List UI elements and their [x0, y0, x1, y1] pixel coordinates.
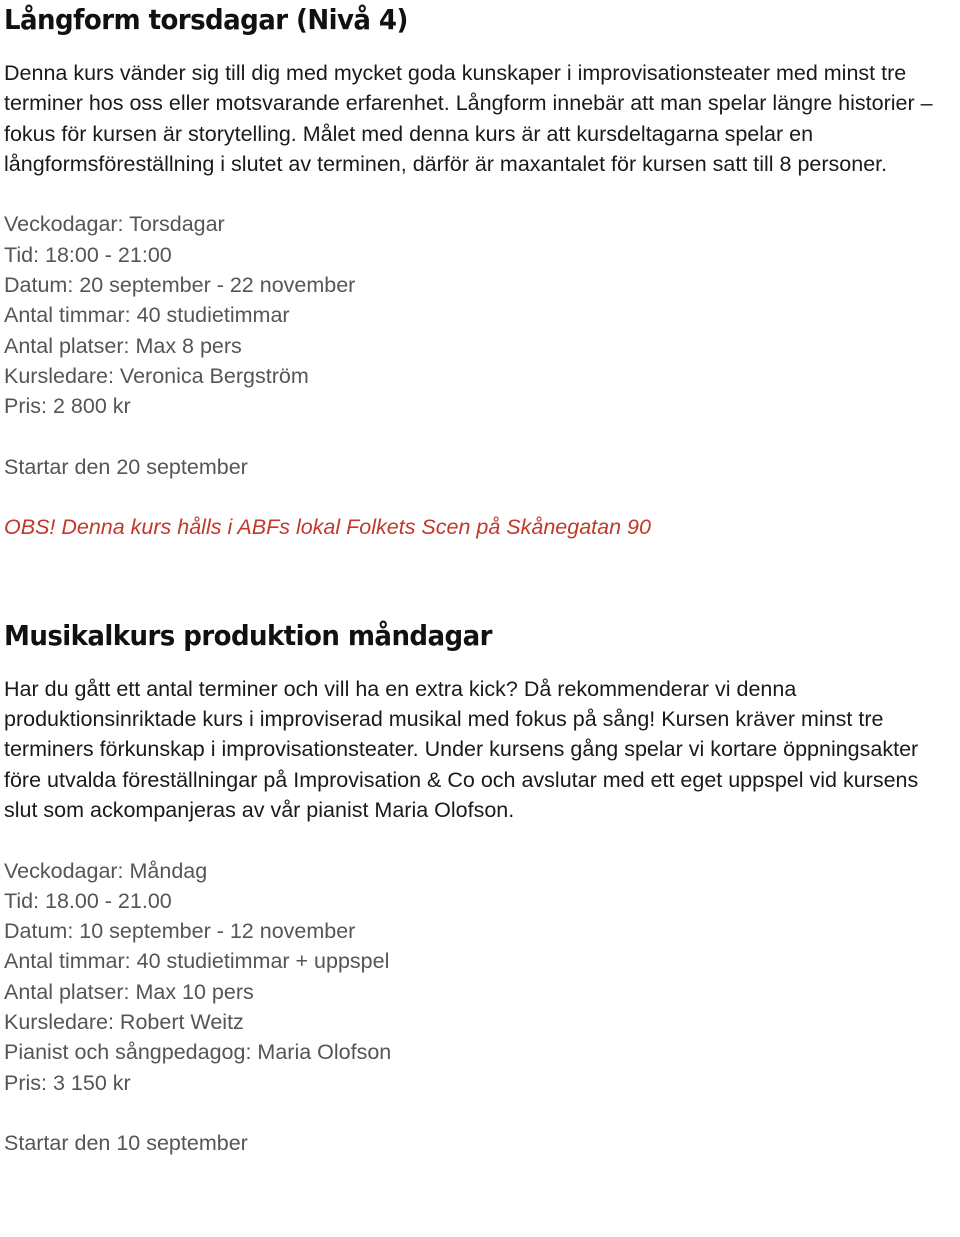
- detail-time: Tid: 18.00 - 21.00: [4, 888, 172, 913]
- detail-hours: Antal timmar: 40 studietimmar: [4, 303, 290, 328]
- detail-weekdays: Veckodagar: Måndag: [4, 858, 208, 883]
- course-section-musikal: [4, 618, 956, 1159]
- course-title: Långform torsdagar (Nivå 4): [4, 3, 408, 36]
- course-description: Har du gått ett antal terminer och vill ha en extra kick? Då rekommenderar vi denna produktionsinriktade kurs i improviserad musikal med fokus på sång! Kursen kräver minst tre terminers förkunskap i improvisationsteater. Under kursens gång spelar vi kortare öppningsakter före utvalda föreställningar på Improvisation & Co och avslutar med ett eget uppspel vid kursens slut som ackompanjeras av vår pianist Maria Olofson.: [4, 676, 919, 822]
- course-details: [4, 856, 956, 1098]
- course-details: [4, 209, 956, 421]
- detail-price: Pris: 2 800 kr: [4, 394, 131, 419]
- detail-dates: Datum: 10 september - 12 november: [4, 919, 356, 944]
- course-description: Denna kurs vänder sig till dig med mycket goda kunskaper i improvisationsteater med minst tre terminer hos oss eller motsvarande erfarenhet. Långform innebär att man spelar längre historier – fokus för kursen är storytelling. Målet med denna kurs är att kursdeltagarna spelar en långformsföreställning i slutet av terminen, därför är maxantalet för kursen satt till 8 personer.: [4, 61, 933, 176]
- course-start-date: Startar den 20 september: [4, 454, 248, 479]
- course-location-notice: OBS! Denna kurs hålls i ABFs lokal Folkets Scen på Skånegatan 90: [4, 515, 651, 540]
- detail-leader: Kursledare: Veronica Bergström: [4, 363, 309, 388]
- detail-dates: Datum: 20 september - 22 november: [4, 273, 356, 298]
- detail-weekdays: Veckodagar: Torsdagar: [4, 212, 225, 237]
- detail-seats: Antal platser: Max 10 pers: [4, 979, 254, 1004]
- detail-pianist: Pianist och sångpedagog: Maria Olofson: [4, 1040, 392, 1065]
- detail-seats: Antal platser: Max 8 pers: [4, 333, 242, 358]
- detail-leader: Kursledare: Robert Weitz: [4, 1010, 244, 1035]
- course-title: Musikalkurs produktion måndagar: [4, 618, 492, 652]
- course-section-langform: [4, 2, 956, 543]
- course-page: [4, 0, 956, 1159]
- course-start-date: Startar den 10 september: [4, 1131, 248, 1156]
- detail-time: Tid: 18:00 - 21:00: [4, 242, 172, 267]
- detail-hours: Antal timmar: 40 studietimmar + uppspel: [4, 949, 390, 974]
- detail-price: Pris: 3 150 kr: [4, 1070, 131, 1095]
